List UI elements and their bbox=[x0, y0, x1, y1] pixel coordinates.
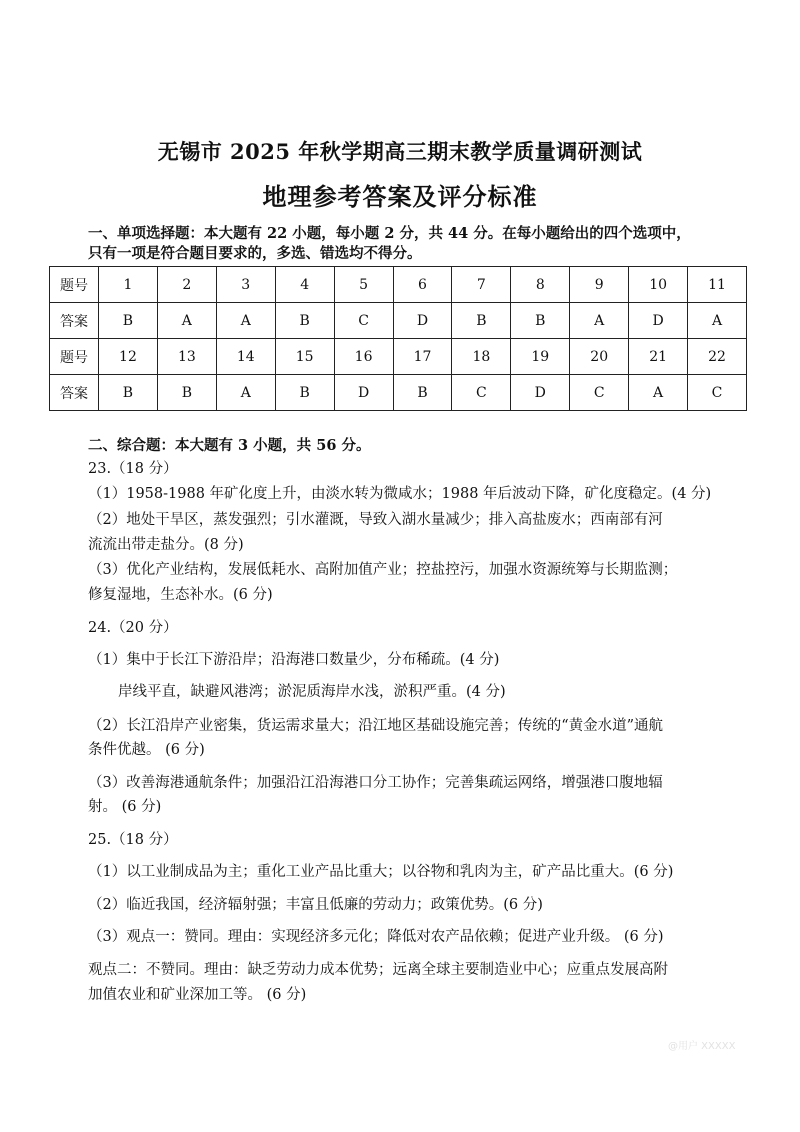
q25-answer-4-line1: 观点二：不赞同。理由：缺乏劳动力成本优势；远离全球主要制造业中心；应重点发展高附 bbox=[88, 962, 668, 978]
answer-cell: B bbox=[99, 375, 158, 411]
answer-cell: B bbox=[275, 375, 334, 411]
row-label-answer: 答案 bbox=[50, 375, 99, 411]
question-number: 16 bbox=[334, 339, 393, 375]
q24-answer-2-line1: （2）长江沿岸产业密集，货运需求量大；沿江地区基础设施完善；传统的“黄金水道”通航 bbox=[88, 718, 664, 734]
answer-cell: A bbox=[629, 375, 688, 411]
question-number: 20 bbox=[570, 339, 629, 375]
row-label-number: 题号 bbox=[50, 339, 99, 375]
table-row-numbers-1 bbox=[50, 267, 747, 303]
answer-cell: B bbox=[99, 303, 158, 339]
answer-cell: A bbox=[157, 303, 216, 339]
q25-answer-2: （2）临近我国，经济辐射强；丰富且低廉的劳动力；政策优势。(6 分) bbox=[88, 897, 543, 913]
question-number: 11 bbox=[688, 267, 747, 303]
question-number: 3 bbox=[216, 267, 275, 303]
section1-heading-line1: 一、单项选择题：本大题有 22 小题，每小题 2 分，共 44 分。在每小题给出的四个选项中， bbox=[88, 225, 691, 242]
question-number: 17 bbox=[393, 339, 452, 375]
answer-cell: D bbox=[393, 303, 452, 339]
answer-cell: B bbox=[511, 303, 570, 339]
question-number: 22 bbox=[688, 339, 747, 375]
question-number: 18 bbox=[452, 339, 511, 375]
q23-answer-1: （1）1958-1988 年矿化度上升，由淡水转为微咸水；1988 年后波动下降，矿化度稳定。(4 分) bbox=[88, 486, 712, 502]
q25-answer-1: （1）以工业制成品为主；重化工业产品比重大；以谷物和乳肉为主，矿产品比重大。(6 分) bbox=[88, 864, 674, 880]
section1-heading bbox=[88, 224, 728, 264]
answer-cell: A bbox=[570, 303, 629, 339]
q24-answer-1-line1: （1）集中于长江下游沿岸；沿海港口数量少，分布稀疏。(4 分) bbox=[88, 652, 500, 668]
section1-heading-line2: 只有一项是符合题目要求的，多选、错选均不得分。 bbox=[88, 245, 422, 262]
answer-cell: D bbox=[511, 375, 570, 411]
q24-answer-2-line2: 条件优越。 (6 分) bbox=[88, 742, 205, 758]
answer-cell: C bbox=[688, 375, 747, 411]
answer-cell: A bbox=[688, 303, 747, 339]
question-number: 1 bbox=[99, 267, 158, 303]
question-number: 14 bbox=[216, 339, 275, 375]
document-title: 无锡市 2025 年秋学期高三期末教学质量调研测试 bbox=[157, 139, 643, 164]
q24-answer-3-line1: （3）改善海港通航条件；加强沿江沿海港口分工协作；完善集疏运网络，增强港口腹地辐 bbox=[88, 775, 663, 791]
question-number: 12 bbox=[99, 339, 158, 375]
q25-answer-3: （3）观点一：赞同。理由：实现经济多元化；降低对农产品依赖；促进产业升级。 (6 分) bbox=[88, 929, 664, 945]
question-number: 15 bbox=[275, 339, 334, 375]
answer-cell: B bbox=[275, 303, 334, 339]
question-number: 19 bbox=[511, 339, 570, 375]
answer-cell: B bbox=[157, 375, 216, 411]
question-number: 2 bbox=[157, 267, 216, 303]
q24-answer-1-line2: 岸线平直，缺避风港湾；淤泥质海岸水浅，淤积严重。(4 分) bbox=[118, 684, 506, 700]
answer-cell: D bbox=[334, 375, 393, 411]
table-row-numbers-2 bbox=[50, 339, 747, 375]
q25-heading: 25.（18 分） bbox=[88, 832, 178, 848]
q23-answer-2-line2: 流流出带走盐分。(8 分) bbox=[88, 537, 244, 553]
q23-answer-2-line1: （2）地处干旱区，蒸发强烈；引水灌溉，导致入湖水量减少；排入高盐废水；西南部有河 bbox=[88, 512, 663, 528]
section2-heading: 二、综合题：本大题有 3 小题，共 56 分。 bbox=[88, 437, 371, 454]
question-number: 13 bbox=[157, 339, 216, 375]
answer-table bbox=[49, 266, 747, 411]
table-row-answers-2 bbox=[50, 375, 747, 411]
q23-answer-3-line2: 修复湿地，生态补水。(6 分) bbox=[88, 587, 273, 603]
q23-heading: 23.（18 分） bbox=[88, 461, 178, 477]
question-number: 5 bbox=[334, 267, 393, 303]
table-row-answers-1 bbox=[50, 303, 747, 339]
answer-cell: C bbox=[452, 375, 511, 411]
q24-heading: 24.（20 分） bbox=[88, 620, 178, 636]
question-number: 8 bbox=[511, 267, 570, 303]
answer-cell: A bbox=[216, 303, 275, 339]
q24-answer-3-line2: 射。 (6 分) bbox=[88, 799, 162, 815]
question-number: 6 bbox=[393, 267, 452, 303]
question-number: 10 bbox=[629, 267, 688, 303]
question-number: 21 bbox=[629, 339, 688, 375]
row-label-number: 题号 bbox=[50, 267, 99, 303]
answer-cell: C bbox=[570, 375, 629, 411]
answer-cell: B bbox=[452, 303, 511, 339]
answer-cell: C bbox=[334, 303, 393, 339]
answer-cell: A bbox=[216, 375, 275, 411]
row-label-answer: 答案 bbox=[50, 303, 99, 339]
answer-cell: B bbox=[393, 375, 452, 411]
question-number: 9 bbox=[570, 267, 629, 303]
question-number: 4 bbox=[275, 267, 334, 303]
document-subtitle: 地理参考答案及评分标准 bbox=[262, 182, 538, 211]
q25-answer-4-line2: 加值农业和矿业深加工等。 (6 分) bbox=[88, 987, 307, 1003]
answer-cell: D bbox=[629, 303, 688, 339]
q23-answer-3-line1: （3）优化产业结构，发展低耗水、高附加值产业；控盐控污，加强水资源统筹与长期监测； bbox=[88, 562, 678, 578]
question-number: 7 bbox=[452, 267, 511, 303]
watermark: @用户 XXXXX bbox=[668, 1041, 736, 1052]
